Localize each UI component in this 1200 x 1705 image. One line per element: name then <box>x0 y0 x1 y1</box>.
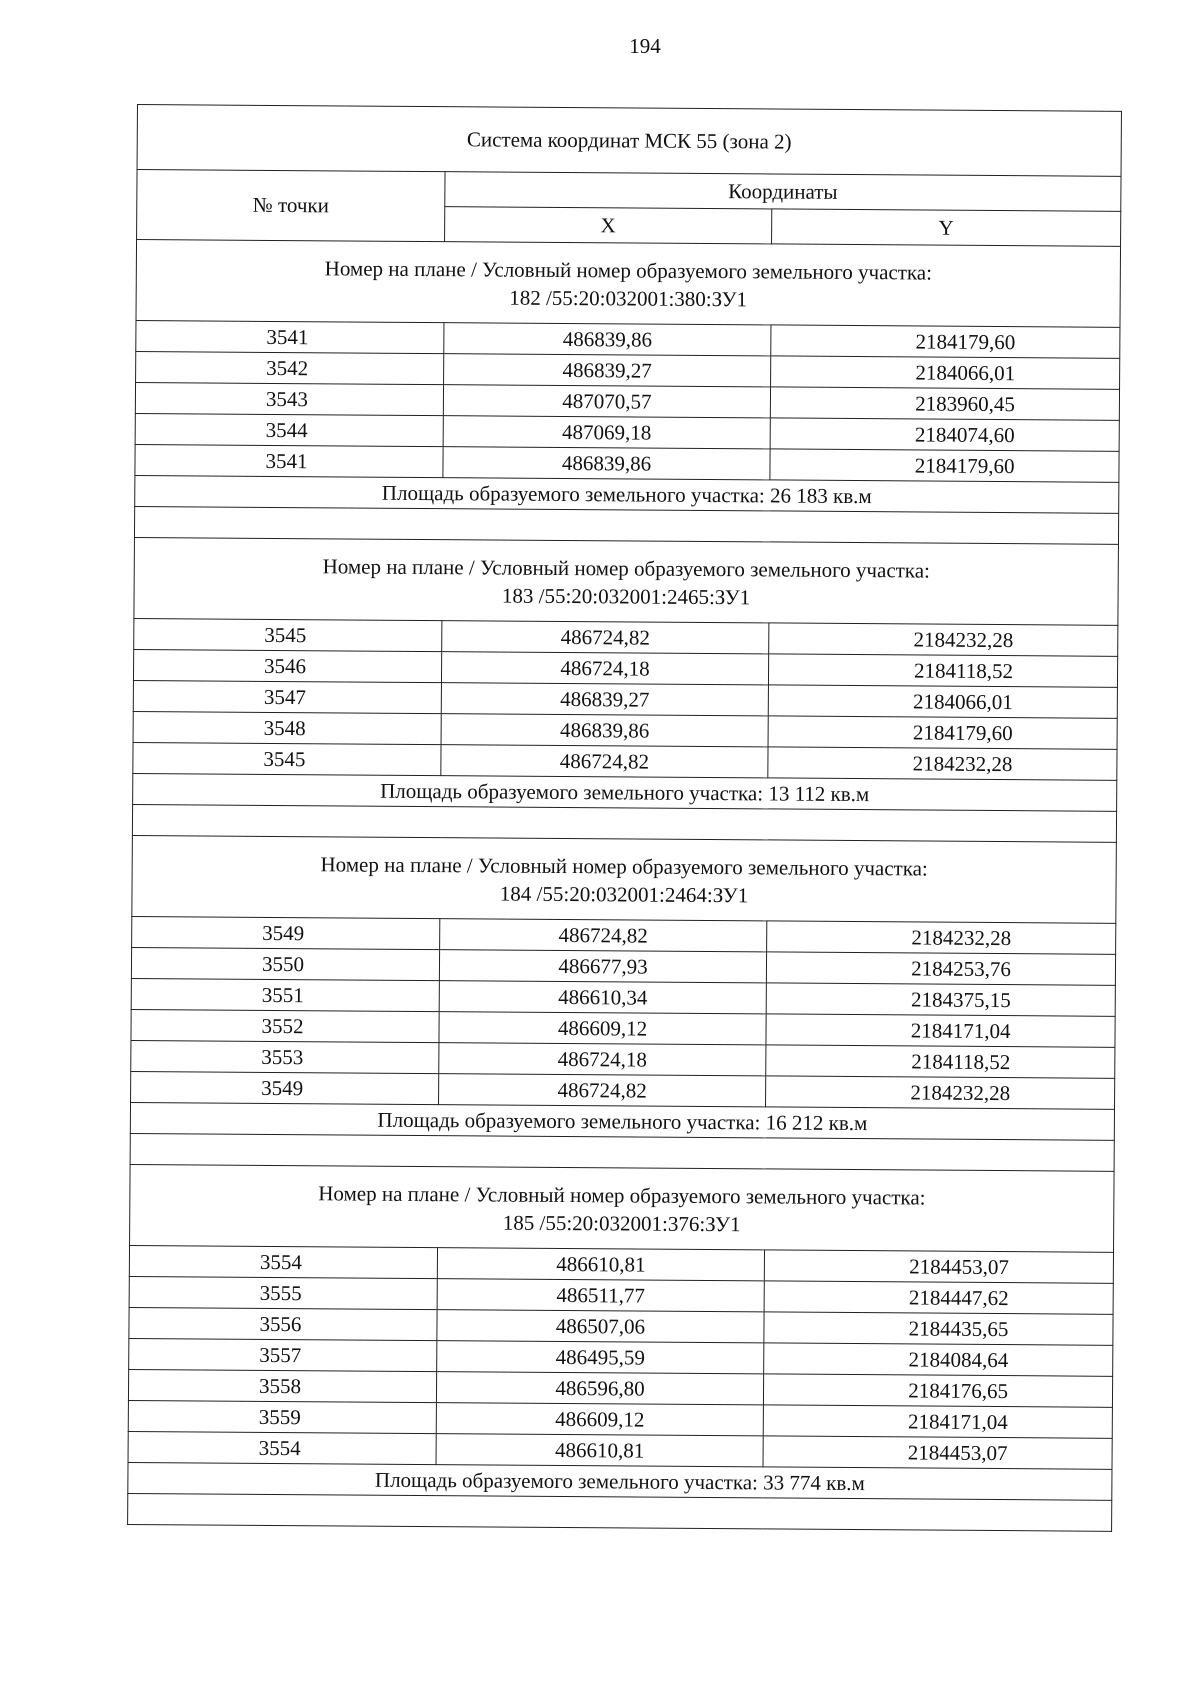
x-coordinate-cell: 486839,27 <box>444 354 771 387</box>
parcel-area: Площадь образуемого земельного участка: 13 112 кв.м <box>133 773 1117 811</box>
x-coordinate-cell: 486511,77 <box>437 1279 764 1312</box>
point-number-cell: 3544 <box>135 413 443 446</box>
point-number-cell: 3553 <box>131 1040 439 1073</box>
point-number-cell: 3545 <box>133 742 441 775</box>
y-coordinate-cell: 2184179,60 <box>768 716 1117 749</box>
x-coordinate-cell: 486609,12 <box>439 1012 766 1045</box>
y-coordinate-cell: 2184118,52 <box>768 654 1117 687</box>
x-coordinate-cell: 486596,80 <box>436 1372 763 1405</box>
parcel-title <box>130 1164 1115 1252</box>
blank-separator-row <box>128 1493 1112 1531</box>
x-coordinate-cell: 486839,86 <box>441 714 768 747</box>
y-coordinate-cell: 2184084,64 <box>764 1343 1113 1376</box>
y-coordinate-cell: 2184171,04 <box>766 1014 1115 1047</box>
y-coordinate-cell: 2184179,60 <box>770 449 1119 482</box>
point-number-cell: 3555 <box>129 1276 437 1309</box>
parcel-cadastral-number: 184 /55:20:032001:2464:ЗУ1 <box>499 881 749 908</box>
point-number-cell: 3543 <box>135 382 443 415</box>
y-coordinate-cell: 2184232,28 <box>768 747 1117 780</box>
x-coordinate-cell: 486724,82 <box>439 1074 766 1107</box>
coordinates-header: Координаты <box>445 172 1121 212</box>
y-coordinate-cell: 2184176,65 <box>763 1374 1112 1407</box>
x-coordinate-cell: 486495,59 <box>437 1341 764 1374</box>
parcel-title-row <box>136 240 1121 328</box>
parcel-title-line1: Номер на плане / Условный номер образуемого земельного участка: <box>320 852 928 881</box>
point-number-cell: 3549 <box>132 916 440 949</box>
point-number-cell: 3545 <box>134 618 442 651</box>
parcel-title-line1: Номер на плане / Условный номер образуемого земельного участка: <box>322 554 930 583</box>
x-coordinate-cell: 486839,86 <box>443 447 770 480</box>
y-coordinate-cell: 2184171,04 <box>763 1405 1112 1438</box>
x-coordinate-cell: 486677,93 <box>439 950 766 983</box>
parcel-title-row <box>132 835 1117 923</box>
x-coordinate-cell: 486609,12 <box>436 1403 763 1436</box>
page-number: 194 <box>629 34 661 58</box>
parcel-title <box>136 240 1121 328</box>
x-coordinate-cell: 486724,82 <box>441 745 768 778</box>
y-coordinate-cell: 2184118,52 <box>766 1045 1115 1078</box>
x-coordinate-cell: 486724,18 <box>439 1043 766 1076</box>
x-coordinate-cell: 486610,81 <box>436 1434 763 1467</box>
coordinates-document <box>127 104 1122 1532</box>
coordinates-table <box>127 104 1122 1532</box>
parcel-title <box>134 537 1119 625</box>
parcel-area: Площадь образуемого земельного участка: 16 212 кв.м <box>130 1102 1114 1140</box>
point-number-cell: 3541 <box>136 320 444 353</box>
x-coordinate-cell: 487070,57 <box>443 385 770 418</box>
point-number-cell: 3541 <box>135 444 443 477</box>
parcel-cadastral-number: 182 /55:20:032001:380:ЗУ1 <box>509 285 748 312</box>
point-number-header: № точки <box>137 170 445 242</box>
point-number-cell: 3546 <box>133 649 441 682</box>
point-number-cell: 3550 <box>131 947 439 980</box>
y-coordinate-cell: 2184066,01 <box>771 356 1120 389</box>
point-number-cell: 3558 <box>128 1369 436 1402</box>
blank-cell <box>128 1493 1112 1531</box>
point-number-cell: 3552 <box>131 1009 439 1042</box>
point-number-cell: 3557 <box>129 1338 437 1371</box>
x-coordinate-cell: 486610,34 <box>439 981 766 1014</box>
y-coordinate-cell: 2184179,60 <box>771 325 1120 358</box>
point-number-cell: 3556 <box>129 1307 437 1340</box>
x-coordinate-cell: 486724,18 <box>441 652 768 685</box>
parcel-area: Площадь образуемого земельного участка: 26 183 кв.м <box>135 475 1119 513</box>
y-coordinate-cell: 2184253,76 <box>766 952 1115 985</box>
point-number-cell: 3551 <box>131 978 439 1011</box>
parcel-title-line1: Номер на плане / Условный номер образуемого земельного участка: <box>324 256 933 285</box>
x-header: X <box>445 207 772 244</box>
y-coordinate-cell: 2184232,28 <box>767 921 1116 954</box>
parcel-area: Площадь образуемого земельного участка: 33 774 кв.м <box>128 1462 1112 1500</box>
y-coordinate-cell: 2184375,15 <box>766 983 1115 1016</box>
y-coordinate-cell: 2184453,07 <box>763 1436 1112 1469</box>
point-number-cell: 3559 <box>128 1400 436 1433</box>
point-number-cell: 3542 <box>136 351 444 384</box>
point-number-cell: 3549 <box>131 1071 439 1104</box>
x-coordinate-cell: 486839,27 <box>441 683 768 716</box>
parcel-title <box>132 835 1117 923</box>
parcel-title-row <box>130 1164 1115 1252</box>
x-coordinate-cell: 486610,81 <box>437 1248 764 1281</box>
x-coordinate-cell: 487069,18 <box>443 416 770 449</box>
point-number-cell: 3554 <box>128 1431 436 1464</box>
y-coordinate-cell: 2184435,65 <box>764 1312 1113 1345</box>
point-number-cell: 3547 <box>133 680 441 713</box>
parcel-title-row <box>134 537 1119 625</box>
y-coordinate-cell: 2184066,01 <box>768 685 1117 718</box>
x-coordinate-cell: 486724,82 <box>442 621 769 654</box>
header-row <box>137 170 1121 212</box>
y-header: Y <box>772 209 1121 246</box>
parcel-title-line1: Номер на плане / Условный номер образуемого земельного участка: <box>318 1181 926 1210</box>
system-title-row <box>137 105 1121 177</box>
y-coordinate-cell: 2184074,60 <box>770 418 1119 451</box>
point-number-cell: 3554 <box>129 1245 437 1278</box>
y-coordinate-cell: 2184232,28 <box>766 1076 1115 1109</box>
parcel-cadastral-number: 185 /55:20:032001:376:ЗУ1 <box>502 1210 741 1237</box>
y-coordinate-cell: 2184232,28 <box>769 623 1118 656</box>
system-title: Система координат МСК 55 (зона 2) <box>137 105 1121 177</box>
x-coordinate-cell: 486507,06 <box>437 1310 764 1343</box>
x-coordinate-cell: 486724,82 <box>440 919 767 952</box>
y-coordinate-cell: 2183960,45 <box>770 387 1119 420</box>
point-number-cell: 3548 <box>133 711 441 744</box>
y-coordinate-cell: 2184447,62 <box>764 1281 1113 1314</box>
parcel-cadastral-number: 183 /55:20:032001:2465:ЗУ1 <box>501 583 751 610</box>
x-coordinate-cell: 486839,86 <box>444 323 771 356</box>
y-coordinate-cell: 2184453,07 <box>764 1250 1113 1283</box>
